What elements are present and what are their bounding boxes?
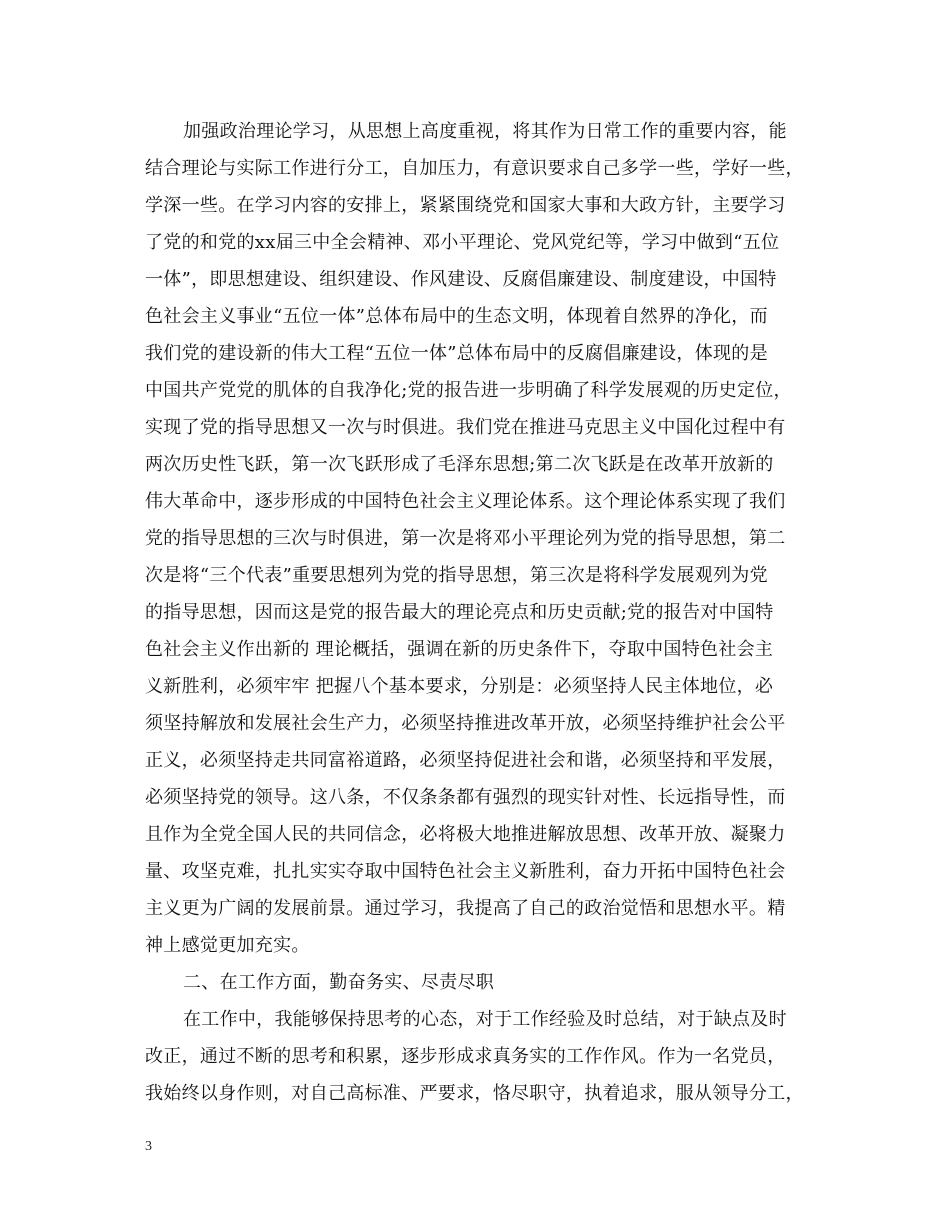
paragraph-line: 中国共产党党的肌体的自我净化;党的报告进一步明确了科学发展观的历史定位， — [145, 380, 792, 401]
paragraph-line: 我们党的建设新的伟大工程“五位一体”总体布局中的反腐倡廉建设，体现的是 — [145, 343, 768, 364]
paragraph-line: 量、攻坚克难，扎扎实实夺取中国特色社会主义新胜利，奋力开拓中国特色社会 — [145, 861, 786, 882]
paragraph-line: 学深一些。在学习内容的安排上，紧紧围绕党和国家大事和大政方针，主要学习 — [145, 195, 786, 216]
paragraph-line: 一体”，即思想建设、组织建设、作风建设、反腐倡廉建设、制度建设，中国特 — [145, 269, 777, 290]
paragraph-line: 主义更为广阔的发展前景。通过学习，我提高了自己的政治觉悟和思想水平。精 — [145, 898, 786, 919]
paragraph-line: 了党的和党的xx届三中全会精神、邓小平理论、党风党纪等，学习中做到“五位 — [145, 232, 780, 253]
paragraph-line: 伟大革命中，逐步形成的中国特色社会主义理论体系。这个理论体系实现了我们 — [145, 491, 786, 512]
page-number: 3 — [145, 1139, 152, 1154]
paragraph-line: 加强政治理论学习，从思想上高度重视，将其作为日常工作的重要内容，能 — [183, 121, 787, 142]
paragraph-line: 正义，必须坚持走共同富裕道路，必须坚持促进社会和谐，必须坚持和平发展， — [145, 750, 786, 771]
paragraph-line: 必须坚持党的领导。这八条，不仅条条都有强烈的现实针对性、长远指导性，而 — [145, 787, 786, 808]
paragraph-line: 的指导思想，因而这是党的报告最大的理论亮点和历史贡献;党的报告对中国特 — [145, 602, 774, 623]
paragraph-line: 色社会主义作出新的 理论概括，强调在新的历史条件下，夺取中国特色社会主 — [145, 639, 774, 660]
paragraph-line: 实现了党的指导思想又一次与时俱进。我们党在推进马克思主义中国化过程中有 — [145, 417, 786, 438]
paragraph-line: 党的指导思想的三次与时俱进，第一次是将邓小平理论列为党的指导思想，第二 — [145, 528, 786, 549]
paragraph-line: 结合理论与实际工作进行分工，自加压力，有意识要求自己多学一些，学好一些， — [145, 158, 804, 179]
section-heading: 二、在工作方面，勤奋务实、尽责尽职 — [183, 972, 495, 993]
paragraph-line: 义新胜利，必须牢牢 把握八个基本要求，分别是：必须坚持人民主体地位，必 — [145, 676, 774, 697]
paragraph-line: 在工作中，我能够保持思考的心态，对于工作经验及时总结，对于缺点及时 — [183, 1009, 787, 1030]
paragraph-line: 两次历史性飞跃，第一次飞跃形成了毛泽东思想;第二次飞跃是在改革开放新的 — [145, 454, 774, 475]
paragraph-line: 须坚持解放和发展社会生产力，必须坚持推进改革开放，必须坚持维护社会公平 — [145, 713, 786, 734]
paragraph-line: 改正，通过不断的思考和积累，逐步形成求真务实的工作作风。作为一名党员， — [145, 1046, 786, 1067]
paragraph-line: 我始终以身作则，对自己高标准、严要求，恪尽职守，执着追求，服从领导分工， — [145, 1083, 804, 1104]
paragraph-line: 且作为全党全国人民的共同信念，必将极大地推进解放思想、改革开放、凝聚力 — [145, 824, 786, 845]
paragraph-line: 神上感觉更加充实。 — [145, 935, 310, 956]
paragraph-line: 次是将“三个代表”重要思想列为党的指导思想，第三次是将科学发展观列为党 — [145, 565, 768, 586]
paragraph-line: 色社会主义事业“五位一体”总体布局中的生态文明，体现着自然界的净化，而 — [145, 306, 768, 327]
